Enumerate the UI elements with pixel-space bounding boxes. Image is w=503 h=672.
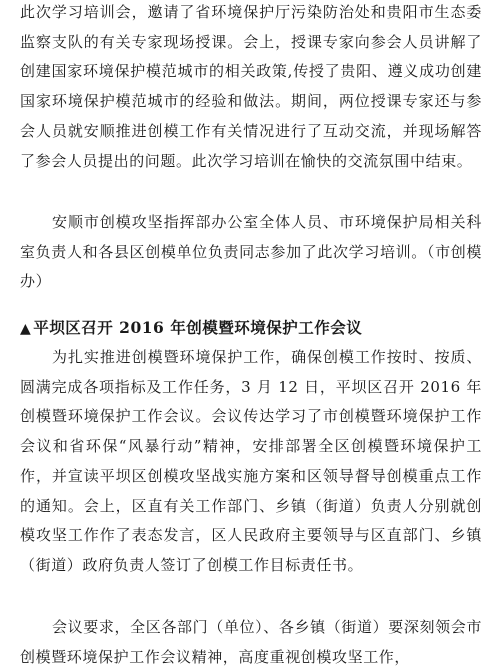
paragraph-meeting-requirements: 会议要求，全区各部门（单位）、各乡镇（街道）要深刻领会市创模暨环境保护工作会议精神，高度重视创模攻坚工作， [20,618,482,666]
triangle-marker-icon: ▲ [20,321,32,337]
paragraph-participants: 安顺市创模攻坚指挥部办公室全体人员、市环境保护局相关科室负责人和各县区创模单位负责同志参加了此次学习培训。（市创模办） [20,213,482,291]
section-heading-text: 平坝区召开 2016 年创模暨环境保护工作会议 [33,318,363,337]
paragraph-meeting-summary: 为扎实推进创模暨环境保护工作，确保创模工作按时、按质、圆满完成各项指标及工作任务，3 月 12 日，平坝区召开 2016 年创模暨环境保护工作会议。会议传达学习了市创模暨环境保护工作会议和省环保“风暴行动”精神，安排部署全区创模暨环境保护工作，并宣读平坝区创模攻坚战实施方案和区领导督导创模重点工作的通知。会上，区直有关工作部门、乡镇（街道）负责人分别就创模攻坚工作作了表态发言，区人民政府主要领导与区直部门、乡镇（街道）政府负责人签订了创模工作目标责任书。 [20,348,482,574]
paragraph-training-session: 此次学习培训会，邀请了省环境保护厅污染防治处和贵阳市生态委监察支队的有关专家现场授课。会上，授课专家向参会人员讲解了创建国家环境保护模范城市的相关政策,传授了贵阳、遵义成功创建国家环境保护模范城市的经验和做法。期间，两位授课专家还与参会人员就安顺推进创模工作有关情况进行了互动交流，并现场解答了参会人员提出的问题。此次学习培训在愉快的交流氛围中结束。 [20,3,482,170]
section-heading [20,313,482,344]
